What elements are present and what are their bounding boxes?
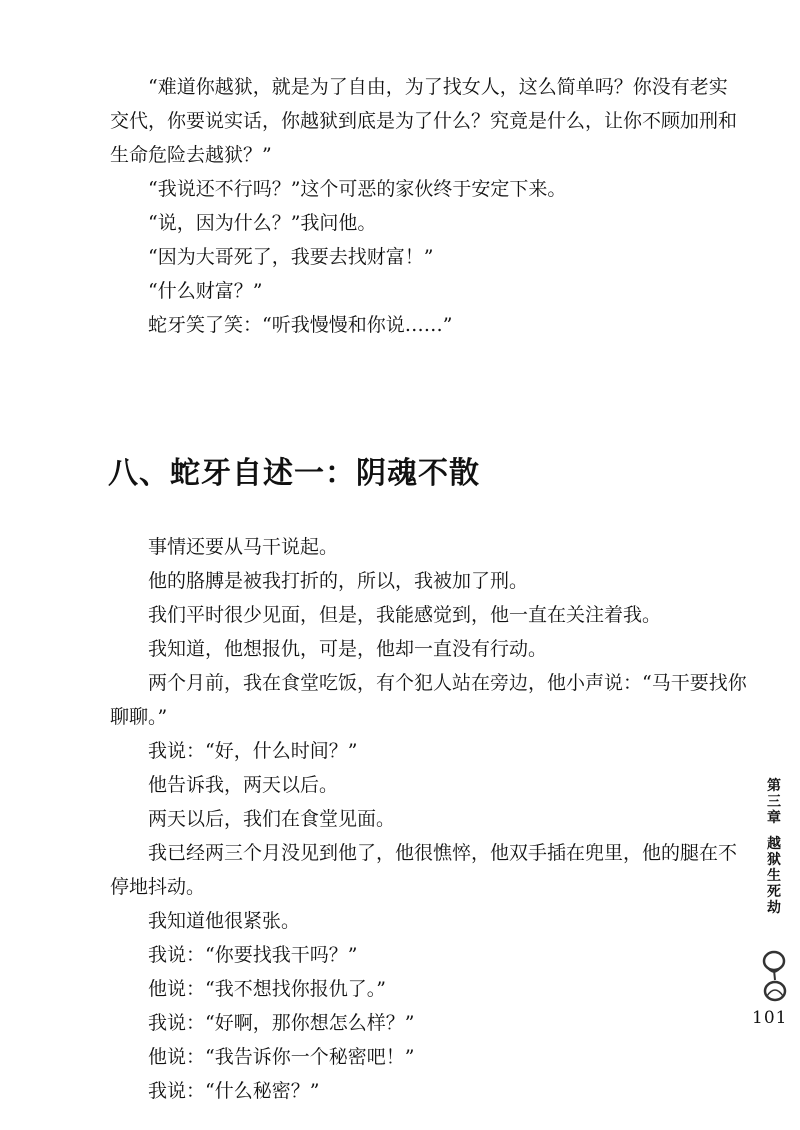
paragraph-line: 交代，你要说实话，你越狱到底是为了什么？究竟是什么，让你不顾加刑和: [110, 110, 738, 132]
paragraph-line: 两天以后，我们在食堂见面。: [148, 808, 396, 830]
paragraph-line: 蛇牙笑了笑：“听我慢慢和你说……”: [148, 314, 453, 336]
chapter-side-tab: [763, 778, 785, 916]
paragraph-line: 停地抖动。: [110, 876, 206, 898]
paragraph-line: 他说：“我告诉你一个秘密吧！”: [148, 1046, 415, 1068]
paragraph-line: “什么财富？”: [148, 280, 263, 302]
paragraph-line: 我说：“你要找我干吗？”: [148, 944, 358, 966]
paragraph-line: 他说：“我不想找你报仇了。”: [148, 978, 386, 1000]
section-heading: 八、蛇牙自述一：阴魂不散: [108, 456, 480, 491]
chapter-title: 越 狱 生 死 劫: [767, 836, 781, 916]
handcuffs-icon: [758, 948, 792, 1006]
paragraph-line: 两个月前，我在食堂吃饭，有个犯人站在旁边，他小声说：“马干要找你: [148, 672, 747, 694]
paragraph-line: 我已经两三个月没见到他了，他很憔悴，他双手插在兜里，他的腿在不: [148, 842, 738, 864]
paragraph-line: 我知道，他想报仇，可是，他却一直没有行动。: [148, 638, 548, 660]
page-number: 101: [752, 1008, 788, 1028]
paragraph-line: 我知道他很紧张。: [148, 910, 301, 932]
paragraph-line: “说，因为什么？”我问他。: [148, 212, 377, 234]
paragraph-line: 我们平时很少见面，但是，我能感觉到，他一直在关注着我。: [148, 604, 662, 626]
chapter-label: 第 三 章: [767, 778, 781, 826]
paragraph-line: 他的胳膊是被我打折的，所以，我被加了刑。: [148, 570, 529, 592]
paragraph-line: 事情还要从马干说起。: [148, 536, 339, 558]
paragraph-line: 聊聊。”: [110, 706, 168, 728]
paragraph-line: 我说：“好，什么时间？”: [148, 740, 358, 762]
paragraph-line: 他告诉我，两天以后。: [148, 774, 339, 796]
paragraph-line: 我说：“好啊，那你想怎么样？”: [148, 1012, 415, 1034]
paragraph-line: “我说还不行吗？”这个可恶的家伙终于安定下来。: [148, 178, 567, 200]
paragraph-line: “难道你越狱，就是为了自由，为了找女人，这么简单吗？你没有老实: [148, 76, 728, 98]
paragraph-line: 生命危险去越狱？”: [110, 144, 272, 166]
paragraph-line: 我说：“什么秘密？”: [148, 1080, 320, 1102]
paragraph-line: “因为大哥死了，我要去找财富！”: [148, 246, 434, 268]
